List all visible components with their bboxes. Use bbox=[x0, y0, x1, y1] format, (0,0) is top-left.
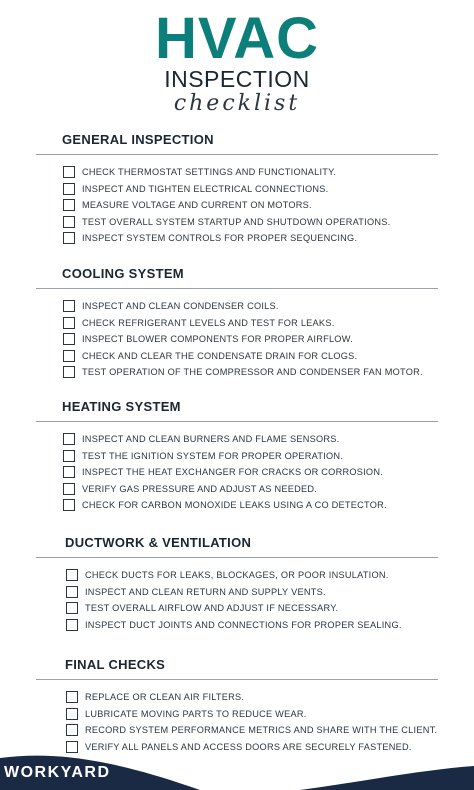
section-divider bbox=[36, 288, 438, 289]
checklist-item-label: TEST THE IGNITION SYSTEM FOR PROPER OPERATION. bbox=[82, 450, 344, 461]
checklist-item-label: TEST OPERATION OF THE COMPRESSOR AND CONDENSER FAN MOTOR. bbox=[82, 367, 423, 378]
checklist-item-label: INSPECT AND TIGHTEN ELECTRICAL CONNECTIONS. bbox=[82, 183, 329, 194]
checkbox[interactable] bbox=[66, 708, 78, 720]
checkbox[interactable] bbox=[63, 232, 75, 244]
checklist-item-label: CHECK DUCTS FOR LEAKS, BLOCKAGES, OR POOR INSULATION. bbox=[85, 570, 389, 580]
checklist-item-label: TEST OVERALL SYSTEM STARTUP AND SHUTDOWN OPERATIONS. bbox=[82, 216, 391, 227]
page-subtitle: INSPECTION bbox=[164, 66, 310, 92]
checkbox[interactable] bbox=[63, 499, 75, 511]
checkbox[interactable] bbox=[63, 333, 75, 345]
checkbox[interactable] bbox=[63, 317, 75, 329]
checkbox[interactable] bbox=[63, 166, 75, 178]
checkbox[interactable] bbox=[63, 433, 75, 445]
checklist-item-label: INSPECT AND CLEAN BURNERS AND FLAME SENSORS. bbox=[82, 434, 340, 444]
checkbox[interactable] bbox=[66, 619, 78, 631]
checkbox[interactable] bbox=[63, 216, 75, 228]
section-divider bbox=[36, 557, 438, 558]
page-script-title: checklist bbox=[173, 91, 301, 116]
checklist-item-label: TEST OVERALL AIRFLOW AND ADJUST IF NECESSARY. bbox=[85, 603, 339, 614]
checkbox[interactable] bbox=[66, 569, 78, 581]
checklist-item-label: CHECK AND CLEAR THE CONDENSATE DRAIN FOR CLOGS. bbox=[82, 350, 358, 361]
checkbox[interactable] bbox=[66, 586, 78, 598]
checklist-item-label: LUBRICATE MOVING PARTS TO REDUCE WEAR. bbox=[85, 708, 307, 719]
section-divider bbox=[36, 679, 438, 680]
checkbox[interactable] bbox=[63, 450, 75, 462]
checklist-item-label: VERIFY GAS PRESSURE AND ADJUST AS NEEDED. bbox=[82, 483, 318, 494]
checklist-item-label: REPLACE OR CLEAN AIR FILTERS. bbox=[85, 692, 245, 702]
checklist-item-label: INSPECT THE HEAT EXCHANGER FOR CRACKS OR CORROSION. bbox=[82, 467, 384, 478]
checkbox[interactable] bbox=[66, 691, 78, 703]
checklist-item-label: INSPECT BLOWER COMPONENTS FOR PROPER AIRFLOW. bbox=[82, 334, 353, 345]
checkbox[interactable] bbox=[66, 724, 78, 736]
checklist-item-label: INSPECT SYSTEM CONTROLS FOR PROPER SEQUENCING. bbox=[82, 233, 358, 244]
checklist-item-label: VERIFY ALL PANELS AND ACCESS DOORS ARE SECURELY FASTENED. bbox=[85, 741, 412, 752]
section-title-ductwork-ventilation: DUCTWORK & VENTILATION bbox=[65, 535, 252, 550]
checkbox[interactable] bbox=[66, 602, 78, 614]
section-divider bbox=[36, 154, 438, 155]
page-title: HVAC bbox=[154, 6, 320, 71]
checkbox[interactable] bbox=[63, 183, 75, 195]
checklist-item-label: INSPECT AND CLEAN RETURN AND SUPPLY VENTS. bbox=[85, 586, 326, 597]
checklist-item-label: RECORD SYSTEM PERFORMANCE METRICS AND SHARE WITH THE CLIENT. bbox=[85, 725, 438, 736]
workyard-logo: WORKYARD bbox=[4, 764, 111, 781]
checklist-item-label: INSPECT AND CLEAN CONDENSER COILS. bbox=[82, 301, 279, 311]
checkbox[interactable] bbox=[63, 300, 75, 312]
checkbox[interactable] bbox=[63, 350, 75, 362]
section-title-final-checks: FINAL CHECKS bbox=[65, 657, 166, 672]
section-title-heating-system: HEATING SYSTEM bbox=[62, 399, 181, 414]
section-divider bbox=[36, 421, 438, 422]
checklist-item-label: INSPECT DUCT JOINTS AND CONNECTIONS FOR PROPER SEALING. bbox=[85, 619, 402, 630]
checklist-item-label: CHECK THERMOSTAT SETTINGS AND FUNCTIONALITY. bbox=[82, 167, 337, 177]
section-title-general-inspection: GENERAL INSPECTION bbox=[62, 132, 214, 147]
checkbox[interactable] bbox=[63, 199, 75, 211]
checkbox[interactable] bbox=[63, 483, 75, 495]
checklist-item-label: CHECK FOR CARBON MONOXIDE LEAKS USING A CO DETECTOR. bbox=[82, 500, 387, 511]
checkbox[interactable] bbox=[63, 366, 75, 378]
section-title-cooling-system: COOLING SYSTEM bbox=[62, 266, 184, 281]
checkbox[interactable] bbox=[63, 466, 75, 478]
checklist-item-label: MEASURE VOLTAGE AND CURRENT ON MOTORS. bbox=[82, 200, 312, 211]
checklist-item-label: CHECK REFRIGERANT LEVELS AND TEST FOR LEAKS. bbox=[82, 317, 335, 328]
